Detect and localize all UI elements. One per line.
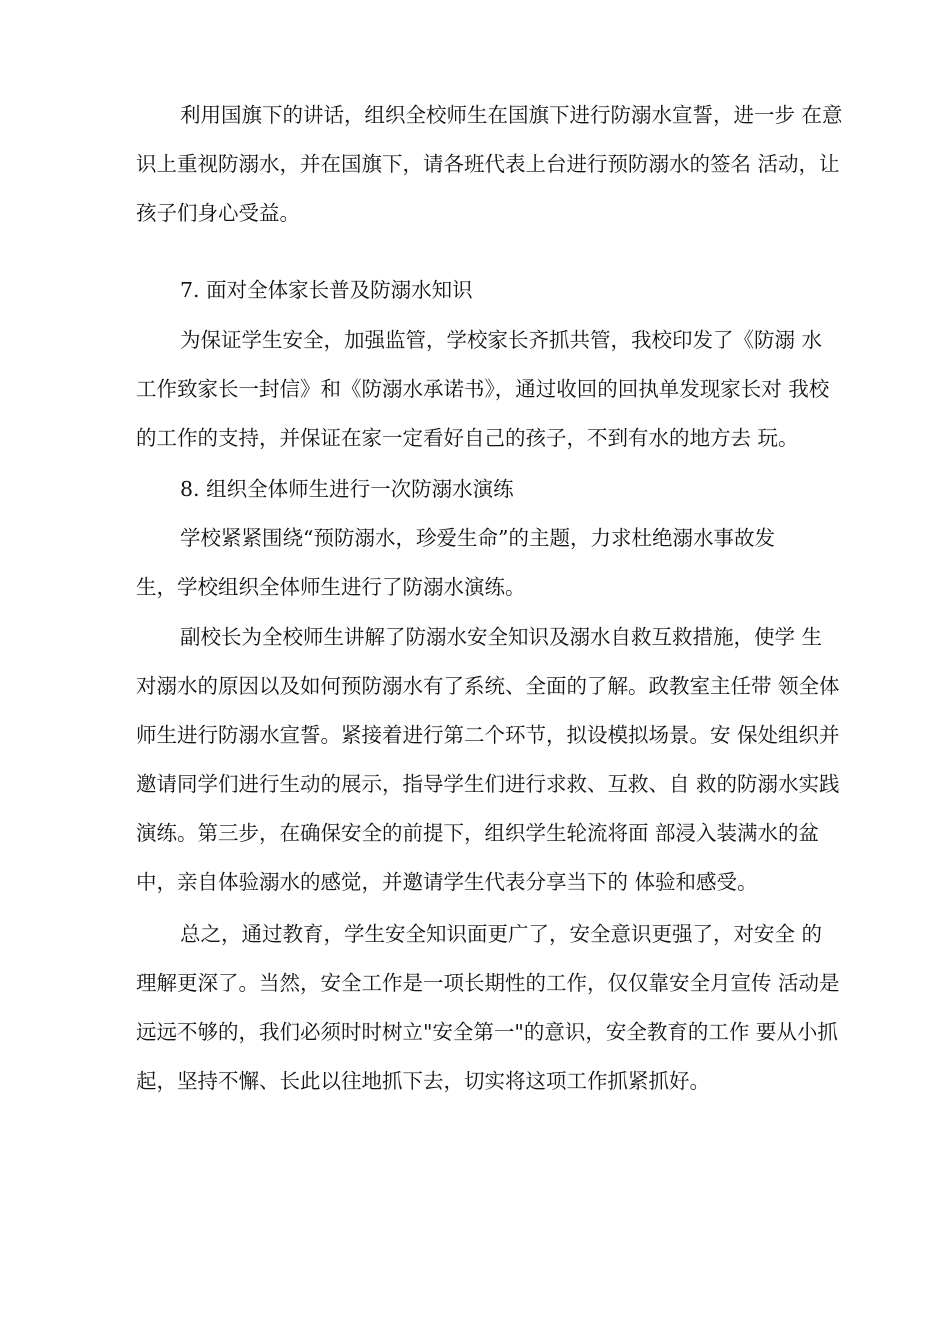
paragraph-line: 中，亲自体验溺水的感觉，并邀请学生代表分享当下的 体验和感受。: [136, 870, 758, 894]
paragraph-drill-theme: [136, 514, 876, 612]
paragraph-line: 利用国旗下的讲话，组织全校师生在国旗下进行防溺水宣誓，进一步 在意: [180, 103, 843, 127]
paragraph-line: 邀请同学们进行生动的展示，指导学生们进行求救、互救、自 救的防溺水实践: [136, 772, 840, 796]
paragraph-line: 远远不够的，我们必须时时树立"安全第一"的意识，安全教育的工作 要从小抓: [136, 1020, 838, 1044]
paragraph-line: 孩子们身心受益。: [136, 201, 300, 225]
paragraph-line: 师生进行防溺水宣誓。紧接着进行第二个环节，拟设模拟场景。安 保处组织并: [136, 723, 840, 747]
paragraph-line: 的工作的支持，并保证在家一定看好自己的孩子，不到有水的地方去 玩。: [136, 426, 799, 450]
section-heading-7: 7. 面对全体家长普及防溺水知识: [180, 278, 473, 302]
paragraph-drill-details: [136, 613, 876, 907]
paragraph-line: 理解更深了。当然，安全工作是一项长期性的工作，仅仅靠安全月宣传 活动是: [136, 971, 840, 995]
section-heading-8: 8. 组织全体师生进行一次防溺水演练: [180, 477, 514, 501]
paragraph-line: 总之，通过教育，学生安全知识面更广了，安全意识更强了，对安全 的: [180, 922, 823, 946]
paragraph-line: 起，坚持不懈、长此以往地抓下去，切实将这项工作抓紧抓好。: [136, 1069, 710, 1093]
paragraph-line: 学校紧紧围绕“预防溺水，珍爱生命”的主题，力求杜绝溺水事故发: [180, 526, 775, 550]
paragraph-line: 识上重视防溺水，并在国旗下，请各班代表上台进行预防溺水的签名 活动，让: [136, 152, 840, 176]
paragraph-line: 演练。第三步，在确保安全的前提下，组织学生轮流将面 部浸入装满水的盆: [136, 821, 820, 845]
paragraph-conclusion: [136, 910, 876, 1106]
paragraph-parents: [136, 316, 876, 463]
paragraph-line: 为保证学生安全，加强监管，学校家长齐抓共管，我校印发了《防溺 水: [180, 328, 823, 352]
paragraph-line: 副校长为全校师生讲解了防溺水安全知识及溺水自救互救措施，使学 生: [180, 625, 823, 649]
paragraph-line: 工作致家长一封信》和《防溺水承诺书》，通过收回的回执单发现家长对 我校: [136, 377, 830, 401]
paragraph-flag-speech: [136, 91, 876, 238]
paragraph-line: 生，学校组织全体师生进行了防溺水演练。: [136, 575, 526, 599]
paragraph-line: 对溺水的原因以及如何预防溺水有了系统、全面的了解。政教室主任带 领全体: [136, 674, 840, 698]
